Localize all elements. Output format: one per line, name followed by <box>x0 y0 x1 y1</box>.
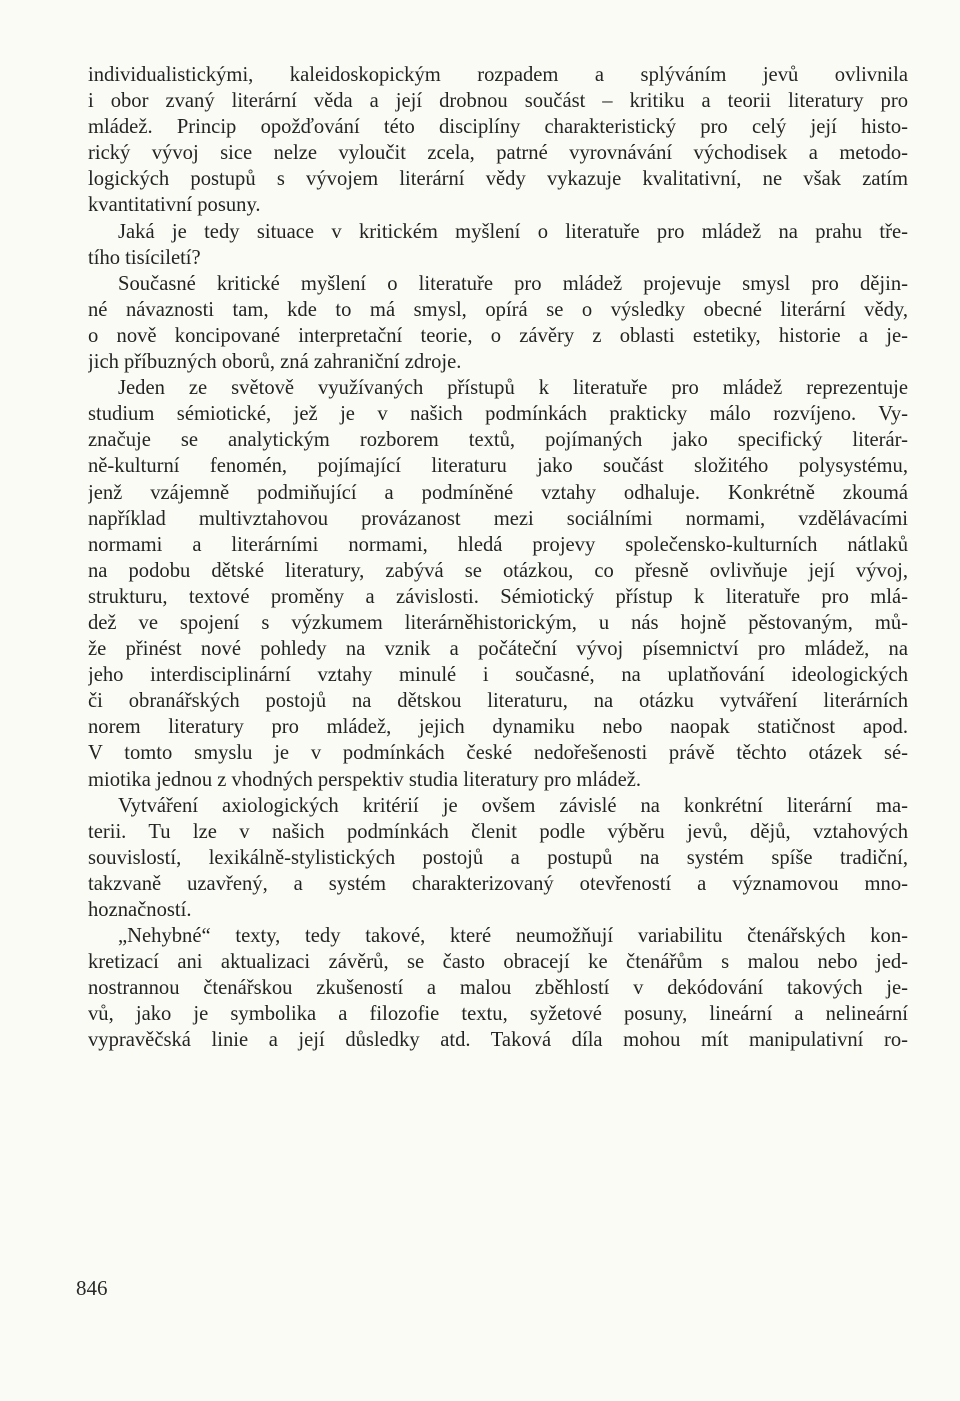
text-line: rický vývoj sice nelze vyloučit zcela, patrné vyrovnávání východisek a metodo- <box>88 142 908 165</box>
text-line: studium sémiotické, jež je v našich podmínkách prakticky málo rozvíjeno. Vy- <box>88 403 908 426</box>
text-line: ně-kulturní fenomén, pojímající literaturu jako součást složitého polysystému, <box>88 455 908 478</box>
text-line: Současné kritické myšlení o literatuře pro mládež projevuje smysl pro dějin- <box>118 272 908 295</box>
text-line: Jeden ze světově využívaných přístupů k literatuře pro mládež reprezentuje <box>118 377 908 400</box>
text-line: logických postupů s vývojem literární vědy vykazuje kvalitativní, ne však zatím <box>88 168 908 191</box>
text-line: že přinést nové pohledy na vznik a počáteční vývoj písemnictví pro mládež, na <box>88 638 908 661</box>
text-line: mládež. Princip opožďování této disciplíny charakteristický pro celý její histo- <box>88 116 908 139</box>
text-line: „Nehybné“ texty, tedy takové, které neumožňují variabilitu čtenářských kon- <box>118 925 908 948</box>
text-line: jeho interdisciplinární vztahy minulé i současné, na uplatňování ideologických <box>88 664 908 687</box>
text-line: jenž vzájemně podmiňující a podmíněné vztahy odhaluje. Konkrétně zkoumá <box>88 481 908 504</box>
text-line: hoznačností. <box>88 899 192 921</box>
text-line: nostrannou čtenářskou zkušeností a malou zběhlostí v dekódování takových je- <box>88 977 908 1000</box>
text-line: či obranářských postojů na dětskou literaturu, na otázku vytváření literárních <box>88 690 908 713</box>
text-line: na podobu dětské literatury, zabývá se otázkou, co přesně ovlivňuje její vývoj, <box>88 559 908 582</box>
text-line: tího tisíciletí? <box>88 246 201 269</box>
text-line: strukturu, textové proměny a závislosti. Sémiotický přístup k literatuře pro mlá- <box>88 585 908 608</box>
text-line: kretizací ani aktualizaci závěrů, se často obracejí ke čtenářům s malou nebo jed- <box>88 951 908 974</box>
text-line: o nově koncipované interpretační teorie, o závěry z oblasti estetiky, historie a je- <box>88 324 908 347</box>
text-line: i obor zvaný literární věda a její drobnou součást – kritiku a teorii literatury pro <box>88 90 908 113</box>
text-line: miotika jednou z vhodných perspektiv studia literatury pro mládež. <box>88 768 642 791</box>
text-line: normami a literárními normami, hledá projevy společensko-kulturních nátlaků <box>88 533 908 556</box>
text-line: dež ve spojení s výzkumem literárněhistorickým, u nás hojně pěstovaným, mů- <box>88 611 908 634</box>
text-line: V tomto smyslu je v podmínkách české nedořešenosti právě těchto otázek sé- <box>88 742 908 765</box>
body-text <box>88 62 908 1054</box>
page-number: 846 <box>76 1276 108 1300</box>
text-line: terii. Tu lze v našich podmínkách členit podle výběru jevů, dějů, vztahových <box>88 820 908 843</box>
text-line: kvantitativní posuny. <box>88 194 261 217</box>
text-line: vů, jako je symbolika a filozofie textu, syžetové posuny, lineární a nelineární <box>88 1003 908 1026</box>
text-line: takzvaně uzavřený, a systém charakterizovaný otevřeností a významovou mno- <box>88 872 908 895</box>
text-line: norem literatury pro mládež, jejich dynamiku nebo naopak statičnost apod. <box>88 716 908 739</box>
text-line: vypravěčská linie a její důsledky atd. Taková díla mohou mít manipulativní ro- <box>88 1029 908 1052</box>
text-line: Jaká je tedy situace v kritickém myšlení o literatuře pro mládež na prahu tře- <box>118 220 908 243</box>
text-line: například multivztahovou provázanost mezi sociálními normami, vzdělávacími <box>88 507 908 530</box>
text-line: Vytváření axiologických kritérií je ovšem závislé na konkrétní literární ma- <box>118 794 908 817</box>
text-line: jich příbuzných oborů, zná zahraniční zdroje. <box>88 351 462 374</box>
text-line: souvislostí, lexikálně-stylistických postojů a postupů na systém spíše tradiční, <box>88 846 908 869</box>
text-line: né návaznosti tam, kde to má smysl, opírá se o výsledky obecné literární vědy, <box>88 298 908 321</box>
text-line: značuje se analytickým rozborem textů, pojímaných jako specifický literár- <box>88 429 908 452</box>
text-line: individualistickými, kaleidoskopickým rozpadem a splýváním jevů ovlivnila <box>88 64 908 86</box>
